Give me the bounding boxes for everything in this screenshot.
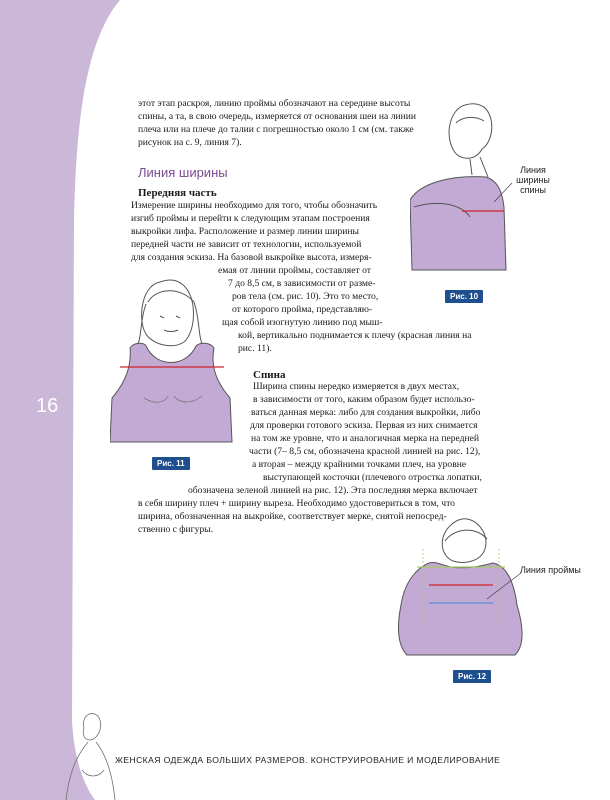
front-paragraph: [131, 199, 411, 264]
text-line: для создания эскиза. На базовой выкройке высота, измеря-: [131, 252, 372, 263]
text-line: Ширина спины нередко измеряется в двух местах,: [253, 381, 460, 392]
figure-12-back-view: [395, 505, 545, 665]
page-number: 16: [36, 395, 59, 417]
figure-10-badge: Рис. 10: [445, 290, 483, 303]
text-line: ваться данная мерка: либо для создания выкройки, либо: [251, 407, 481, 418]
label-line: ширины: [516, 175, 550, 185]
text-line: этот этап раскроя, линию проймы обозначают на середине высоты: [138, 98, 411, 109]
text-line: для проверки готового эскиза. Первая из них снимается: [250, 420, 478, 431]
text-line: в себя ширину плеч + ширину выреза. Необходимо удостовериться в том, что: [138, 498, 455, 509]
label-line: Линия: [520, 165, 546, 175]
text-line: кой, вертикально поднимается к плечу (красная линия на: [238, 330, 472, 341]
figure-11-badge: Рис. 11: [152, 457, 190, 470]
back-subtitle: Спина: [253, 369, 286, 381]
text-line: Измерение ширины необходимо для того, чтобы обозначить: [131, 200, 378, 211]
text-line: от которого пройма, представляю-: [232, 304, 373, 315]
text-line: в зависимости от того, каким образом будет использо-: [253, 394, 475, 405]
bodice-side: [410, 177, 506, 270]
figure-12-badge: Рис. 12: [453, 670, 491, 683]
text-line: плеча или на плече до талии с погрешностью около 1 см (см. также: [138, 124, 414, 135]
text-line: рис. 11).: [238, 343, 272, 354]
text-line: 7 до 8,5 см, в зависимости от разме-: [228, 278, 376, 289]
figure-10-label: [508, 165, 558, 195]
text-line: щая собой изогнутую линию под мыш-: [222, 317, 383, 328]
front-subtitle: Передняя часть: [138, 187, 217, 199]
label-line: спины: [520, 185, 546, 195]
text-line: спины, а та, в свою очередь, измеряется от основания шеи на линии: [138, 111, 417, 122]
text-line: выкройки лифа. Расположение и размер линии ширины: [131, 226, 359, 237]
text-line: изгиб проймы и перейти к следующим этапам построения: [131, 213, 370, 224]
text-line: ров тела (см. рис. 10). Это то место,: [232, 291, 379, 302]
text-line: обозначена зеленой линией на рис. 12). Эта последняя мерка включает: [188, 485, 478, 496]
back-paragraph: [138, 380, 482, 536]
text-line: ственно с фигуры.: [138, 524, 214, 535]
text-line: рисунок на с. 9, линия 7).: [138, 137, 242, 148]
figure-10-side-view: [410, 95, 590, 290]
text-line: емая от линии проймы, составляет от: [218, 265, 371, 276]
figure-12-label: Линия проймы: [520, 565, 581, 575]
text-line: части (7– 8,5 см, обозначена красной линией на рис. 12),: [249, 446, 481, 457]
text-line: выступающей косточки (плечевого отростка лопатки,: [263, 472, 482, 483]
text-line: а вторая – между крайними точками плеч, на уровне: [252, 459, 467, 470]
section-title: Линия ширины: [138, 165, 228, 180]
text-line: на том же уровне, что и аналогичная мерка на передней: [251, 433, 480, 444]
bodice-back: [399, 562, 522, 655]
text-line: передней части не зависит от технологии, используемой: [131, 239, 362, 250]
intro-paragraph: [138, 97, 416, 149]
text-line: ширина, обозначенная на выкройке, соответствует мерке, снятой непосред-: [138, 511, 447, 522]
page-footer: ЖЕНСКАЯ ОДЕЖДА БОЛЬШИХ РАЗМЕРОВ. КОНСТРУИРОВАНИЕ И МОДЕЛИРОВАНИЕ: [115, 755, 501, 765]
